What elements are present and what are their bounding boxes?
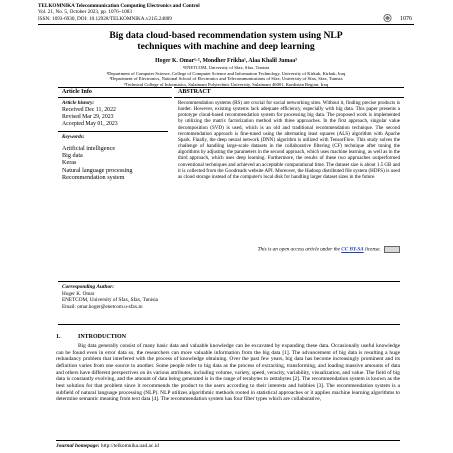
affiliation-1: ¹ENETCOM, University of Sfax, Sfax, Tunisia (182, 65, 270, 70)
footer-divider (56, 440, 400, 441)
history-label: Article history: (62, 100, 95, 106)
affiliation-2: ²Department of Computer Science, College of Computer Science and Information Technology, University of Kirkuk, Kirkuk, Iraq (106, 70, 346, 76)
license-link[interactable]: CC BY-SA (341, 246, 364, 253)
keyword-item: Recommendation system (62, 173, 125, 181)
license-line (178, 246, 400, 253)
author-list: Hoger K. Omar¹·², Mondher Frikha¹, Alaa Khalil Jumaa³ (155, 58, 297, 64)
abstract-text: Recommendation systems (RS) are crucial for social networking sites. Without it, finding precise products is harder. However, existing systems lack adequate efficiency, especially with big data. This paper presents a prototype cloud-based recommendation system for processing big data. The proposed work is implemented by utilizing the matrix factorization method with three approaches. In the first approach, singular value decomposition (SVD) is used, which is an old and traditional recommendation technique. The second recommendation approach is fine-tuned using the alternating least squares (ALS) algorithm with Apache Spark. Finally, the deep neural network (DNN) algorithm is utilized with TensorFlow. This study solves the challenge of handling large-scale datasets in the collaborative filtering (CF) technique after tuning the algorithms by adjusting the parameters in the second approach, which uses machine learning, as well as in the third approach, which uses deep learning. Furthermore, the results of these two approaches outperformed conventional techniques and achieved an acceptable computational time. The dataset size is about 1.5 GB and it is collected from the Goodreads website API. Moreover, the Hadoop distributed file system (HDFS) is used as cloud storage instead of the computer's local disk for handling larger dataset sizes in the future. (178, 100, 400, 180)
license-suffix: license. (363, 246, 381, 253)
keyword-item: Natural language processing (62, 166, 133, 174)
accepted-date: Accepted May 01, 2023 (62, 121, 118, 127)
title-line-1: Big data cloud-based recommendation system using NLP (109, 30, 343, 41)
paper-title (38, 30, 414, 53)
footer-label: Journal homepage: (56, 443, 100, 449)
affiliation-3: ²Department of Electronics, National School of Electronics and Telecommunications of Sfax, University of Sfax, Sfax, Tunisia (109, 76, 343, 81)
corresponding-author-heading: Corresponding Author: (62, 284, 115, 290)
affiliation-4: ³Technical College of Informatics, Sulaimani Polytechnic University, Sulaimani 46001, Kurdistan Region, Iraq (124, 81, 328, 87)
keyword-item: Keras (62, 159, 77, 167)
introduction-text: Big data generally consist of many basic data and valuable knowledge can be excavated by expanding these data. Occasionally useful knowledge can be found even in error data so, the researchers can more valuable information from the big data [1]. The advancement of big data is resulting a huge redundancy problem that interfered with the process of knowledge obtaining. Over the past few years, big data has become increasingly prominent and its definition varies from one source to another. Some people refer to big data as the process of extracting, transforming, and loading massive amounts of data and others have different perspectives on its various attributes, including volume, variety, speed, veracity, variability, visualization, and value. The field of big data is constantly evolving, and the amount of data being generated is in the range of terabytes to zettabytes [2]. The recommendation system is known as the best solution for that problem since it recommends the product to the users according to their interests and hobbies [3]. The recommendation system is a subfield of natural language processing (NLP). NLP utilizes algorithmic methods rooted in statistical approaches or it applies machine learning algorithms to determine semantic meaning from text data [4]. The recommendation system has four filter types which are collaborative, (56, 343, 400, 403)
header-divider (38, 24, 414, 25)
journal-header (38, 3, 414, 22)
cc-license-icon (384, 246, 400, 253)
article-info-panel (62, 100, 168, 181)
corresponding-email[interactable]: Email: omar.hoger@enetcom.u-sfax.tn (62, 303, 143, 310)
abstract-heading: ABSTRACT (174, 87, 404, 98)
journal-issn-row (38, 16, 414, 22)
info-divider (58, 131, 168, 132)
corresponding-affiliation: ENETCOM, University of Sfax, Sfax, Tunisia (62, 297, 158, 304)
keywords-label: Keywords: (62, 134, 85, 140)
page-number: 1076 (400, 15, 412, 22)
journal-issn: ISSN: 1693-6930, DOI: 10.12928/TELKOMNIKA.v21i5.24889 (38, 15, 172, 22)
section-number: 1. (56, 334, 61, 340)
section-heading (56, 334, 126, 341)
journal-name: TELKOMNIKA Telecommunication Computing Electronics and Control (38, 3, 200, 9)
article-info-heading: Article Info (58, 87, 172, 98)
keyword-item: Artificial intelligence (62, 145, 116, 152)
affiliations (38, 65, 414, 87)
journal-logo-icon (383, 14, 392, 22)
journal-volume: Vol. 21, No. 5, October 2023, pp. 1076~1083 (38, 9, 132, 16)
received-date: Received Dec 11, 2022 (62, 107, 116, 113)
revised-date: Revised Mar 29, 2023 (62, 114, 114, 120)
corresponding-author-details (62, 291, 158, 310)
license-prefix: This is an open access article under the (257, 246, 342, 253)
title-line-2: techniques with machine and deep learning (137, 41, 315, 53)
footer-url[interactable]: http://telkomnika.uad.ac.id (99, 443, 159, 449)
corresponding-name: Hoger K. Omar (62, 291, 95, 297)
keyword-item: Big data (62, 152, 83, 160)
page-footer (56, 443, 159, 449)
section-title: INTRODUCTION (78, 334, 127, 340)
